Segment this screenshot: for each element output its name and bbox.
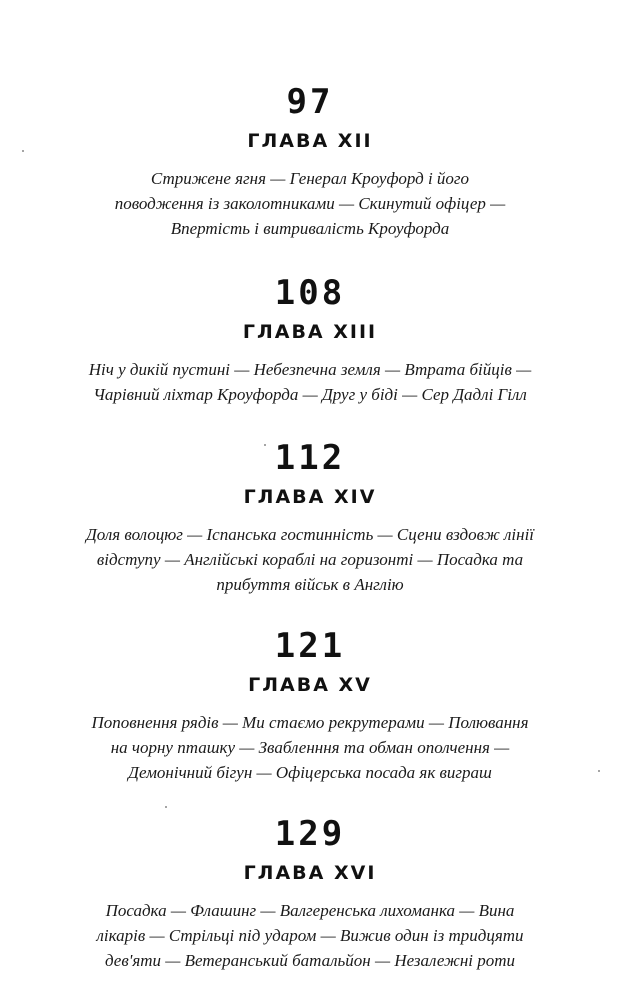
toc-entry bbox=[0, 275, 620, 407]
paper-speck bbox=[165, 806, 167, 808]
page-number: 112 bbox=[274, 438, 346, 478]
chapter-summary bbox=[70, 357, 550, 407]
summary-line: прибуття військ в Англію bbox=[216, 575, 404, 594]
summary-line: Ніч у дикій пустині — Небезпечна земля — Втрата бійців — bbox=[88, 360, 532, 379]
summary-line: Впертість і витривалість Кроуфорда bbox=[170, 219, 450, 238]
toc-entry bbox=[0, 440, 620, 597]
summary-line: Поповнення рядів — Ми стаємо рекрутерами — Полювання bbox=[91, 713, 529, 732]
chapter-summary bbox=[70, 710, 550, 785]
summary-line: Демонічний бігун — Офіцерська посада як виграш bbox=[128, 763, 492, 782]
chapter-title: ГЛАВА XIII bbox=[242, 321, 378, 343]
toc-entry bbox=[0, 628, 620, 785]
summary-line: Чарівний ліхтар Кроуфорда — Друг у біді — Сер Дадлі Гілл bbox=[93, 385, 527, 404]
summary-line: поводження із заколотниками — Скинутий офіцер — bbox=[114, 194, 506, 213]
paper-speck bbox=[264, 444, 266, 446]
chapter-title: ГЛАВА XVI bbox=[243, 862, 377, 884]
toc-entry bbox=[0, 84, 620, 241]
summary-line: дев'яти — Ветеранський батальйон — Незалежні роти bbox=[104, 951, 516, 970]
chapter-title: ГЛАВА XII bbox=[247, 130, 373, 152]
chapter-summary bbox=[70, 522, 550, 597]
summary-line: лікарів — Стрільці під ударом — Вижив один із тридцяти bbox=[96, 926, 524, 945]
chapter-title: ГЛАВА XV bbox=[248, 674, 372, 696]
summary-line: Посадка — Флашинг — Валгеренська лихоманка — Вина bbox=[105, 901, 515, 920]
paper-speck bbox=[22, 150, 24, 152]
page-number: 129 bbox=[274, 814, 346, 854]
paper-speck bbox=[598, 770, 600, 772]
page-number: 97 bbox=[286, 82, 334, 122]
summary-line: на чорну пташку — Звабленння та обман ополчення — bbox=[110, 738, 510, 757]
chapter-summary bbox=[70, 166, 550, 241]
toc-entry bbox=[0, 816, 620, 973]
summary-line: відступу — Англійські кораблі на горизонті — Посадка та bbox=[96, 550, 524, 569]
page-number: 108 bbox=[274, 273, 346, 313]
page-number: 121 bbox=[274, 626, 346, 666]
summary-line: Доля волоцюг — Іспанська гостинність — Сцени вздовж лінії bbox=[85, 525, 535, 544]
summary-line: Стрижене ягня — Генерал Кроуфорд і його bbox=[150, 169, 470, 188]
chapter-summary bbox=[70, 898, 550, 973]
chapter-title: ГЛАВА XIV bbox=[243, 486, 377, 508]
